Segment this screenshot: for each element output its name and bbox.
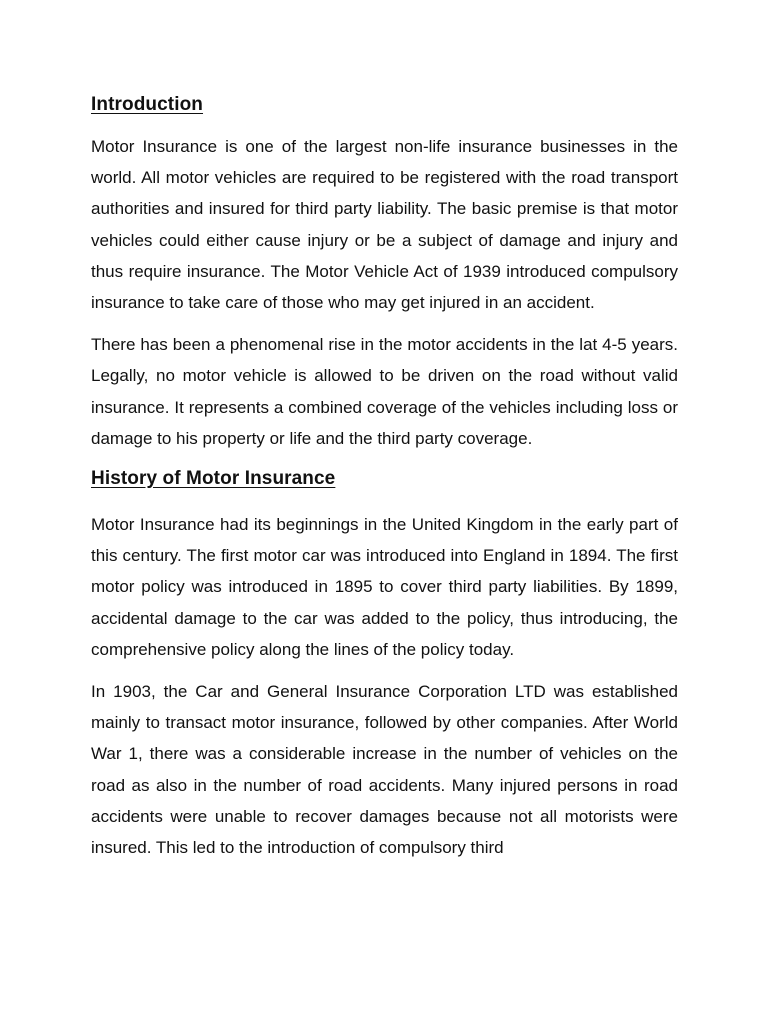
- paragraph-history-1: Motor Insurance had its beginnings in the United Kingdom in the early part of this century. The first motor car was introduced into England in 1894. The first motor policy was introduced in 1895 to cover third party liabilities. By 1899, accidental damage to the car was added to the policy, thus introducing, the comprehensive policy along the lines of the policy today.: [91, 515, 678, 659]
- paragraph-introduction-1: Motor Insurance is one of the largest non-life insurance businesses in the world. All motor vehicles are required to be registered with the road transport authorities and insured for third party liability. The basic premise is that motor vehicles could either cause injury or be a subject of damage and injury and thus require insurance. The Motor Vehicle Act of 1939 introduced compulsory insurance to take care of those who may get injured in an accident.: [91, 137, 678, 313]
- paragraph-history-2: In 1903, the Car and General Insurance Corporation LTD was established mainly to transact motor insurance, followed by other companies. After World War 1, there was a considerable increase in the number of vehicles on the road as also in the number of road accidents. Many injured persons in road accidents were unable to recover damages because not all motorists were insured. This led to the introduction of compulsory third: [91, 682, 678, 858]
- section-heading-introduction: Introduction: [91, 94, 204, 115]
- document-body: [91, 92, 678, 863]
- section-heading-history: History of Motor Insurance: [91, 468, 336, 490]
- paragraph-introduction-2: There has been a phenomenal rise in the motor accidents in the lat 4-5 years. Legally, no motor vehicle is allowed to be driven on the road without valid insurance. It represents a combined coverage of the vehicles including loss or damage to his property or life and the third party coverage.: [91, 335, 678, 448]
